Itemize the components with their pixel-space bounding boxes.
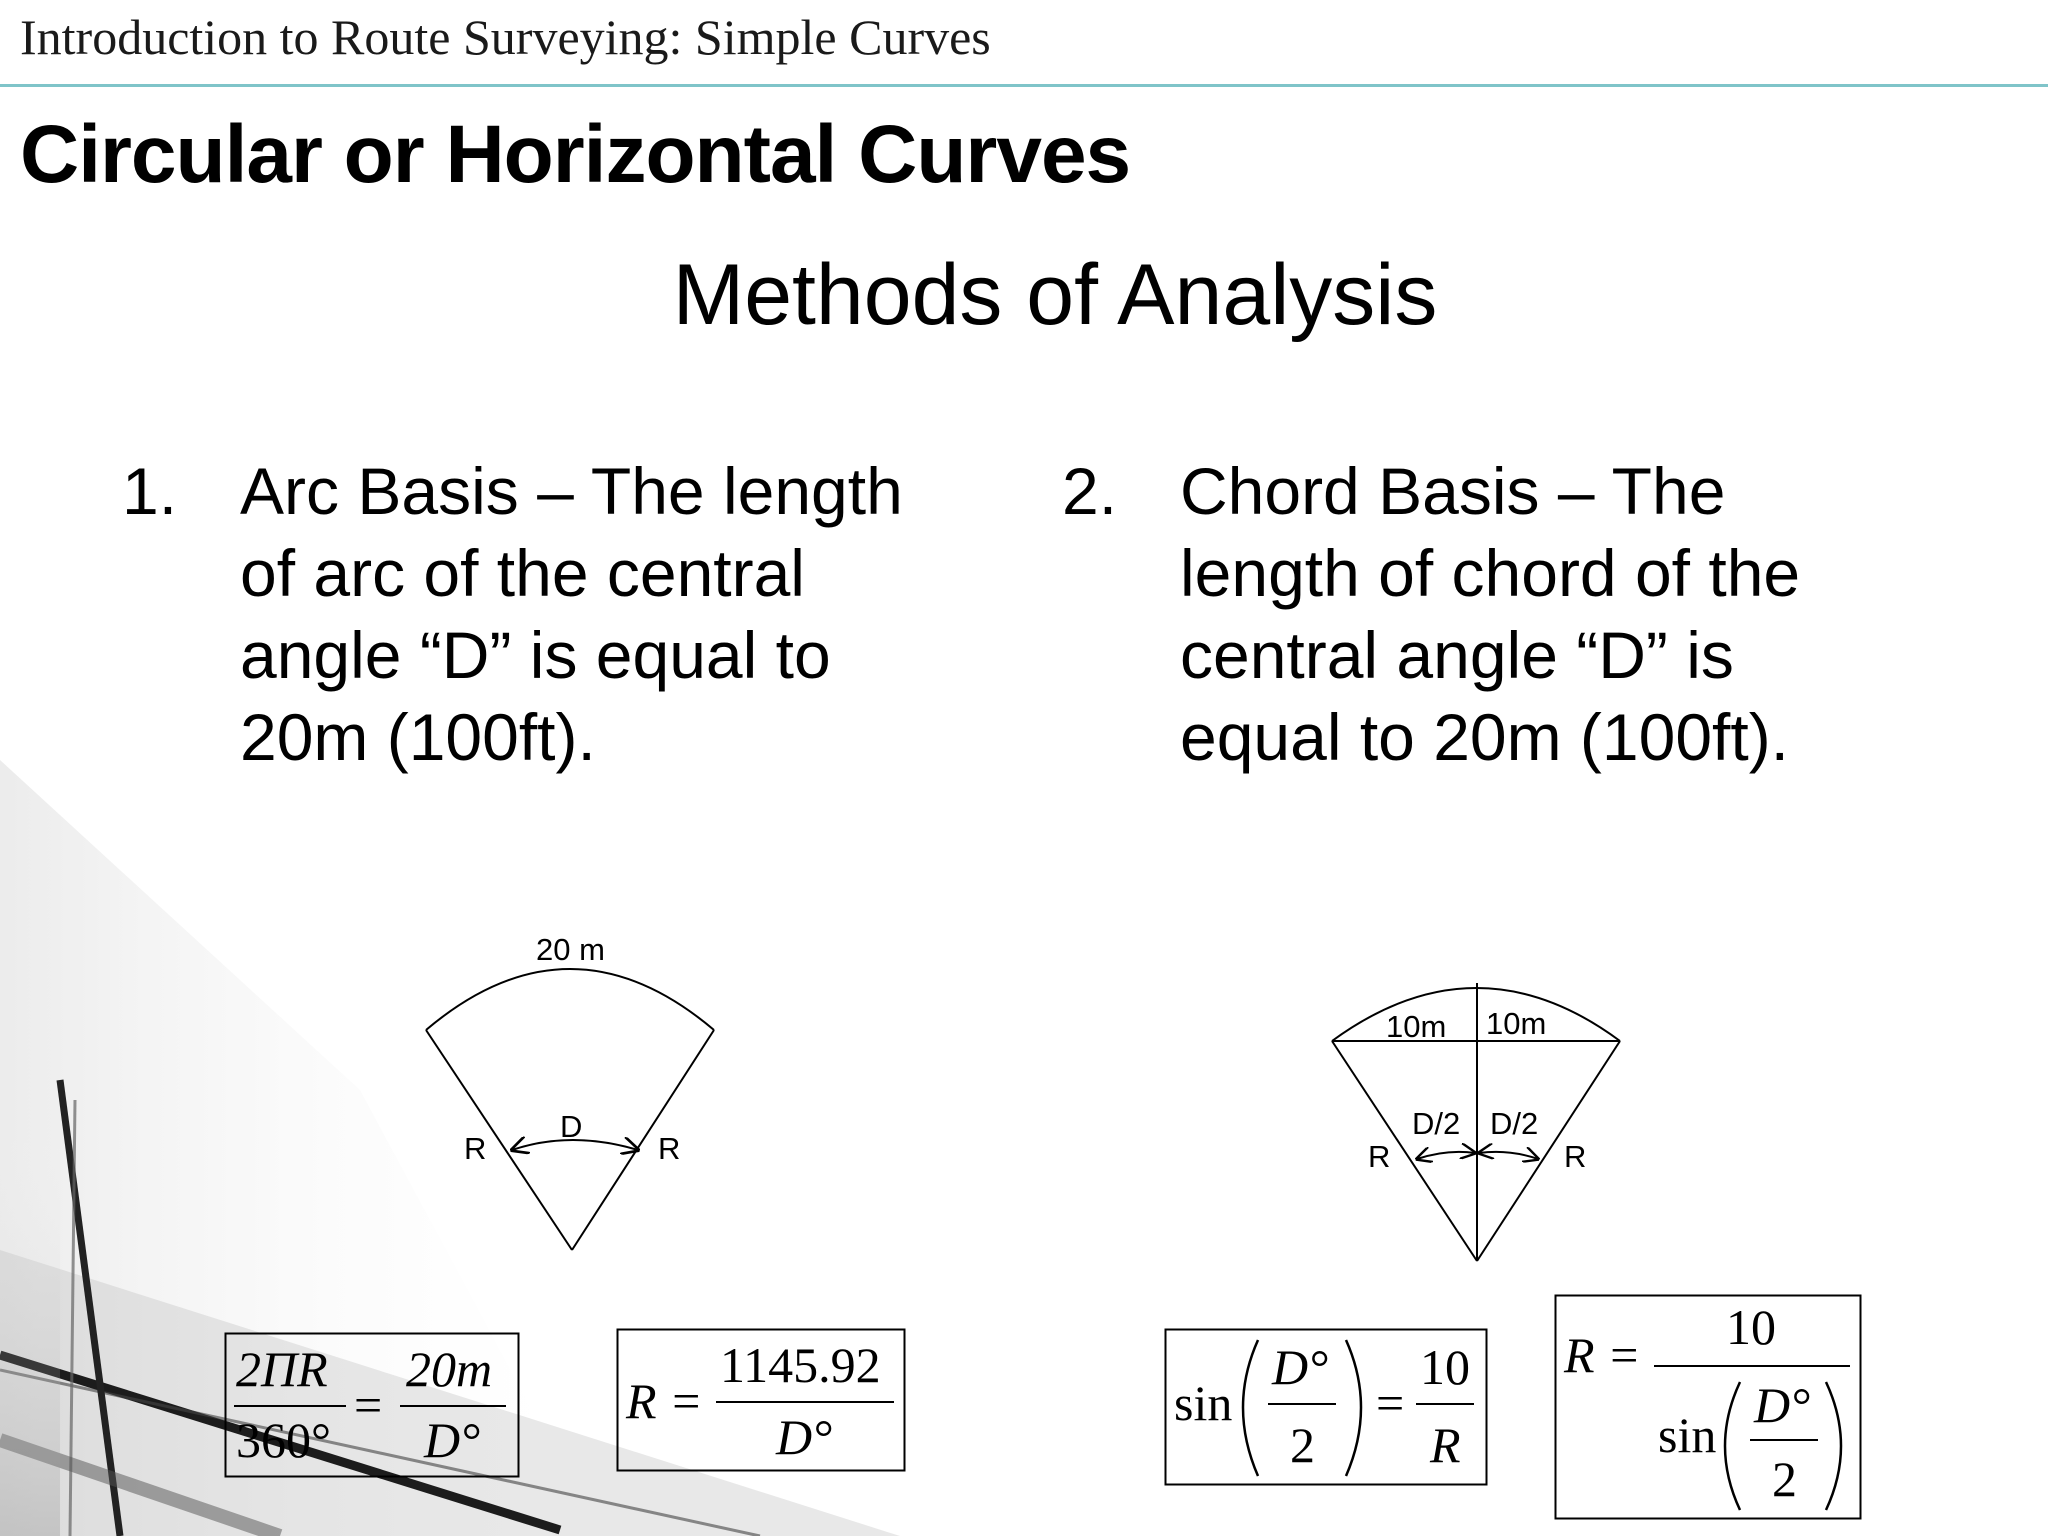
equals-sign: = [354, 1377, 383, 1433]
half-chord-label-left: 10m [1386, 1009, 1447, 1044]
method-description [1180, 450, 1800, 778]
radius-label-right: R [658, 1131, 681, 1166]
radius-label-left: R [1368, 1139, 1391, 1174]
course-header: Introduction to Route Surveying: Simple Curves [20, 9, 991, 65]
numerator: 10 [1726, 1299, 1776, 1355]
denominator: 2 [1290, 1417, 1315, 1473]
half-angle-label-right: D/2 [1490, 1106, 1539, 1141]
method-line: angle “D” is equal to [240, 618, 831, 692]
arc-basis-diagram [380, 920, 760, 1260]
denominator: 2 [1772, 1451, 1797, 1507]
numerator: 20m [406, 1341, 493, 1397]
right-paren [1346, 1340, 1361, 1476]
half-angle-arrow-right [1479, 1152, 1538, 1159]
numerator: D° [1272, 1339, 1329, 1395]
half-angle-arrow-left [1417, 1152, 1475, 1159]
method-description [240, 450, 903, 778]
formula-chord-sine [1164, 1328, 1488, 1486]
formula-arc-ratio [224, 1332, 520, 1478]
chord-basis-diagram [1320, 975, 1640, 1275]
numerator: 1145.92 [720, 1337, 881, 1393]
denominator: 360° [236, 1412, 331, 1468]
right-paren [1826, 1382, 1841, 1510]
radius-label-right: R [1564, 1139, 1587, 1174]
header-divider [0, 84, 2048, 87]
half-angle-label-left: D/2 [1412, 1106, 1461, 1141]
left-paren [1725, 1382, 1740, 1510]
lhs: R = [1564, 1327, 1641, 1383]
numerator: 10 [1420, 1339, 1470, 1395]
method-line: length of chord of the [1180, 536, 1801, 610]
method-line: Chord Basis – The [1180, 454, 1726, 528]
sin-function: sin [1174, 1375, 1233, 1431]
slide-title: Circular or Horizontal Curves [20, 109, 1131, 200]
method-number: 1. [122, 454, 178, 528]
method-line: equal to 20m (100ft). [1180, 700, 1790, 774]
half-chord-label-right: 10m [1486, 1006, 1547, 1041]
method-line: central angle “D” is [1180, 618, 1734, 692]
method-line: Arc Basis – The length [240, 454, 903, 528]
sin-function: sin [1658, 1407, 1717, 1463]
formula-chord-radius [1554, 1294, 1862, 1520]
radius-line-left [426, 1030, 572, 1250]
method-line: of arc of the central [240, 536, 805, 610]
denominator: D° [776, 1409, 833, 1465]
radius-line-right [572, 1030, 714, 1250]
numerator: 2ΠR [236, 1341, 328, 1397]
arc-length-label: 20 m [536, 932, 605, 967]
curve-arc [426, 969, 714, 1030]
numerator: D° [1754, 1377, 1811, 1433]
lhs: R = [626, 1373, 703, 1429]
radius-label-left: R [464, 1131, 487, 1166]
method-line: 20m (100ft). [240, 700, 596, 774]
method-number: 2. [1062, 454, 1118, 528]
left-paren [1243, 1340, 1258, 1476]
central-angle-label: D [560, 1109, 583, 1144]
denominator: R [1430, 1417, 1461, 1473]
formula-arc-radius [616, 1328, 906, 1472]
equals-sign: = [1376, 1375, 1405, 1431]
slide-subtitle: Methods of Analysis [672, 247, 1438, 343]
denominator: D° [424, 1412, 481, 1468]
